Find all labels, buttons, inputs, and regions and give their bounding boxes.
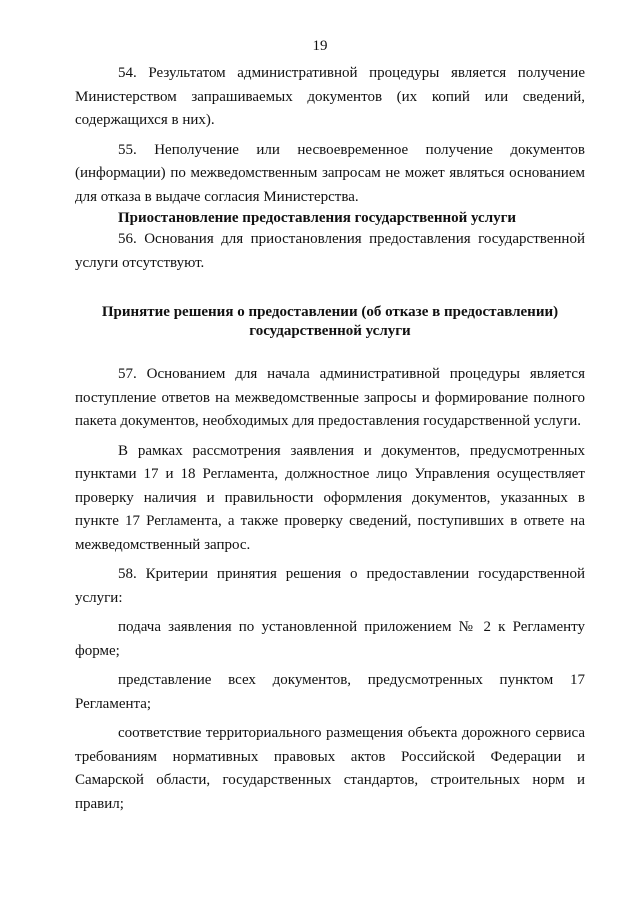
page-number: 19 bbox=[312, 38, 328, 54]
paragraph-54: 54. Результатом административной процедуры является получение Министерством запрашиваемых документов (их копий или сведений, содержащихся в них). bbox=[75, 65, 585, 128]
criterion-placement: соответствие территориального размещения объекта дорожного сервиса требованиям нормативных правовых актов Российской Федерации и Самарской области, государственных стандартов, строительных норм и правил; bbox=[75, 725, 585, 812]
document-body bbox=[75, 62, 585, 816]
criterion-documents: представление всех документов, предусмотренных пунктом 17 Регламента; bbox=[75, 672, 585, 712]
criterion-application-form: подача заявления по установленной приложением № 2 к Регламенту форме; bbox=[75, 619, 585, 659]
section-heading-suspension: Приостановление предоставления государственной услуги bbox=[118, 210, 517, 226]
paragraph-57: 57. Основанием для начала административной процедуры является поступление ответов на межведомственные запросы и формирование полного пакета документов, необходимых для предоставления государственной услуги. bbox=[75, 366, 585, 429]
paragraph-55: 55. Неполучение или несвоевременное получение документов (информации) по межведомственным запросам не может являться основанием для отказа в выдаче согласия Министерства. bbox=[75, 141, 585, 205]
section-heading-decision bbox=[75, 303, 585, 341]
paragraph-58: 58. Критерии принятия решения о предоставлении государственной услуги: bbox=[75, 566, 585, 606]
paragraph-57-review: В рамках рассмотрения заявления и документов, предусмотренных пунктами 17 и 18 Регламента, должностное лицо Управления осуществляет проверку наличия и правильности оформления документов, указанных в пункте 17 Регламента, а также проверку сведений, поступивших в ответе на межведомственный запрос. bbox=[75, 442, 585, 553]
section-heading-decision-line1: Принятие решения о предоставлении (об отказе в предоставлении) bbox=[101, 304, 559, 320]
paragraph-56: 56. Основания для приостановления предоставления государственной услуги отсутствуют. bbox=[75, 231, 585, 271]
section-heading-decision-line2: государственной услуги bbox=[249, 323, 411, 339]
